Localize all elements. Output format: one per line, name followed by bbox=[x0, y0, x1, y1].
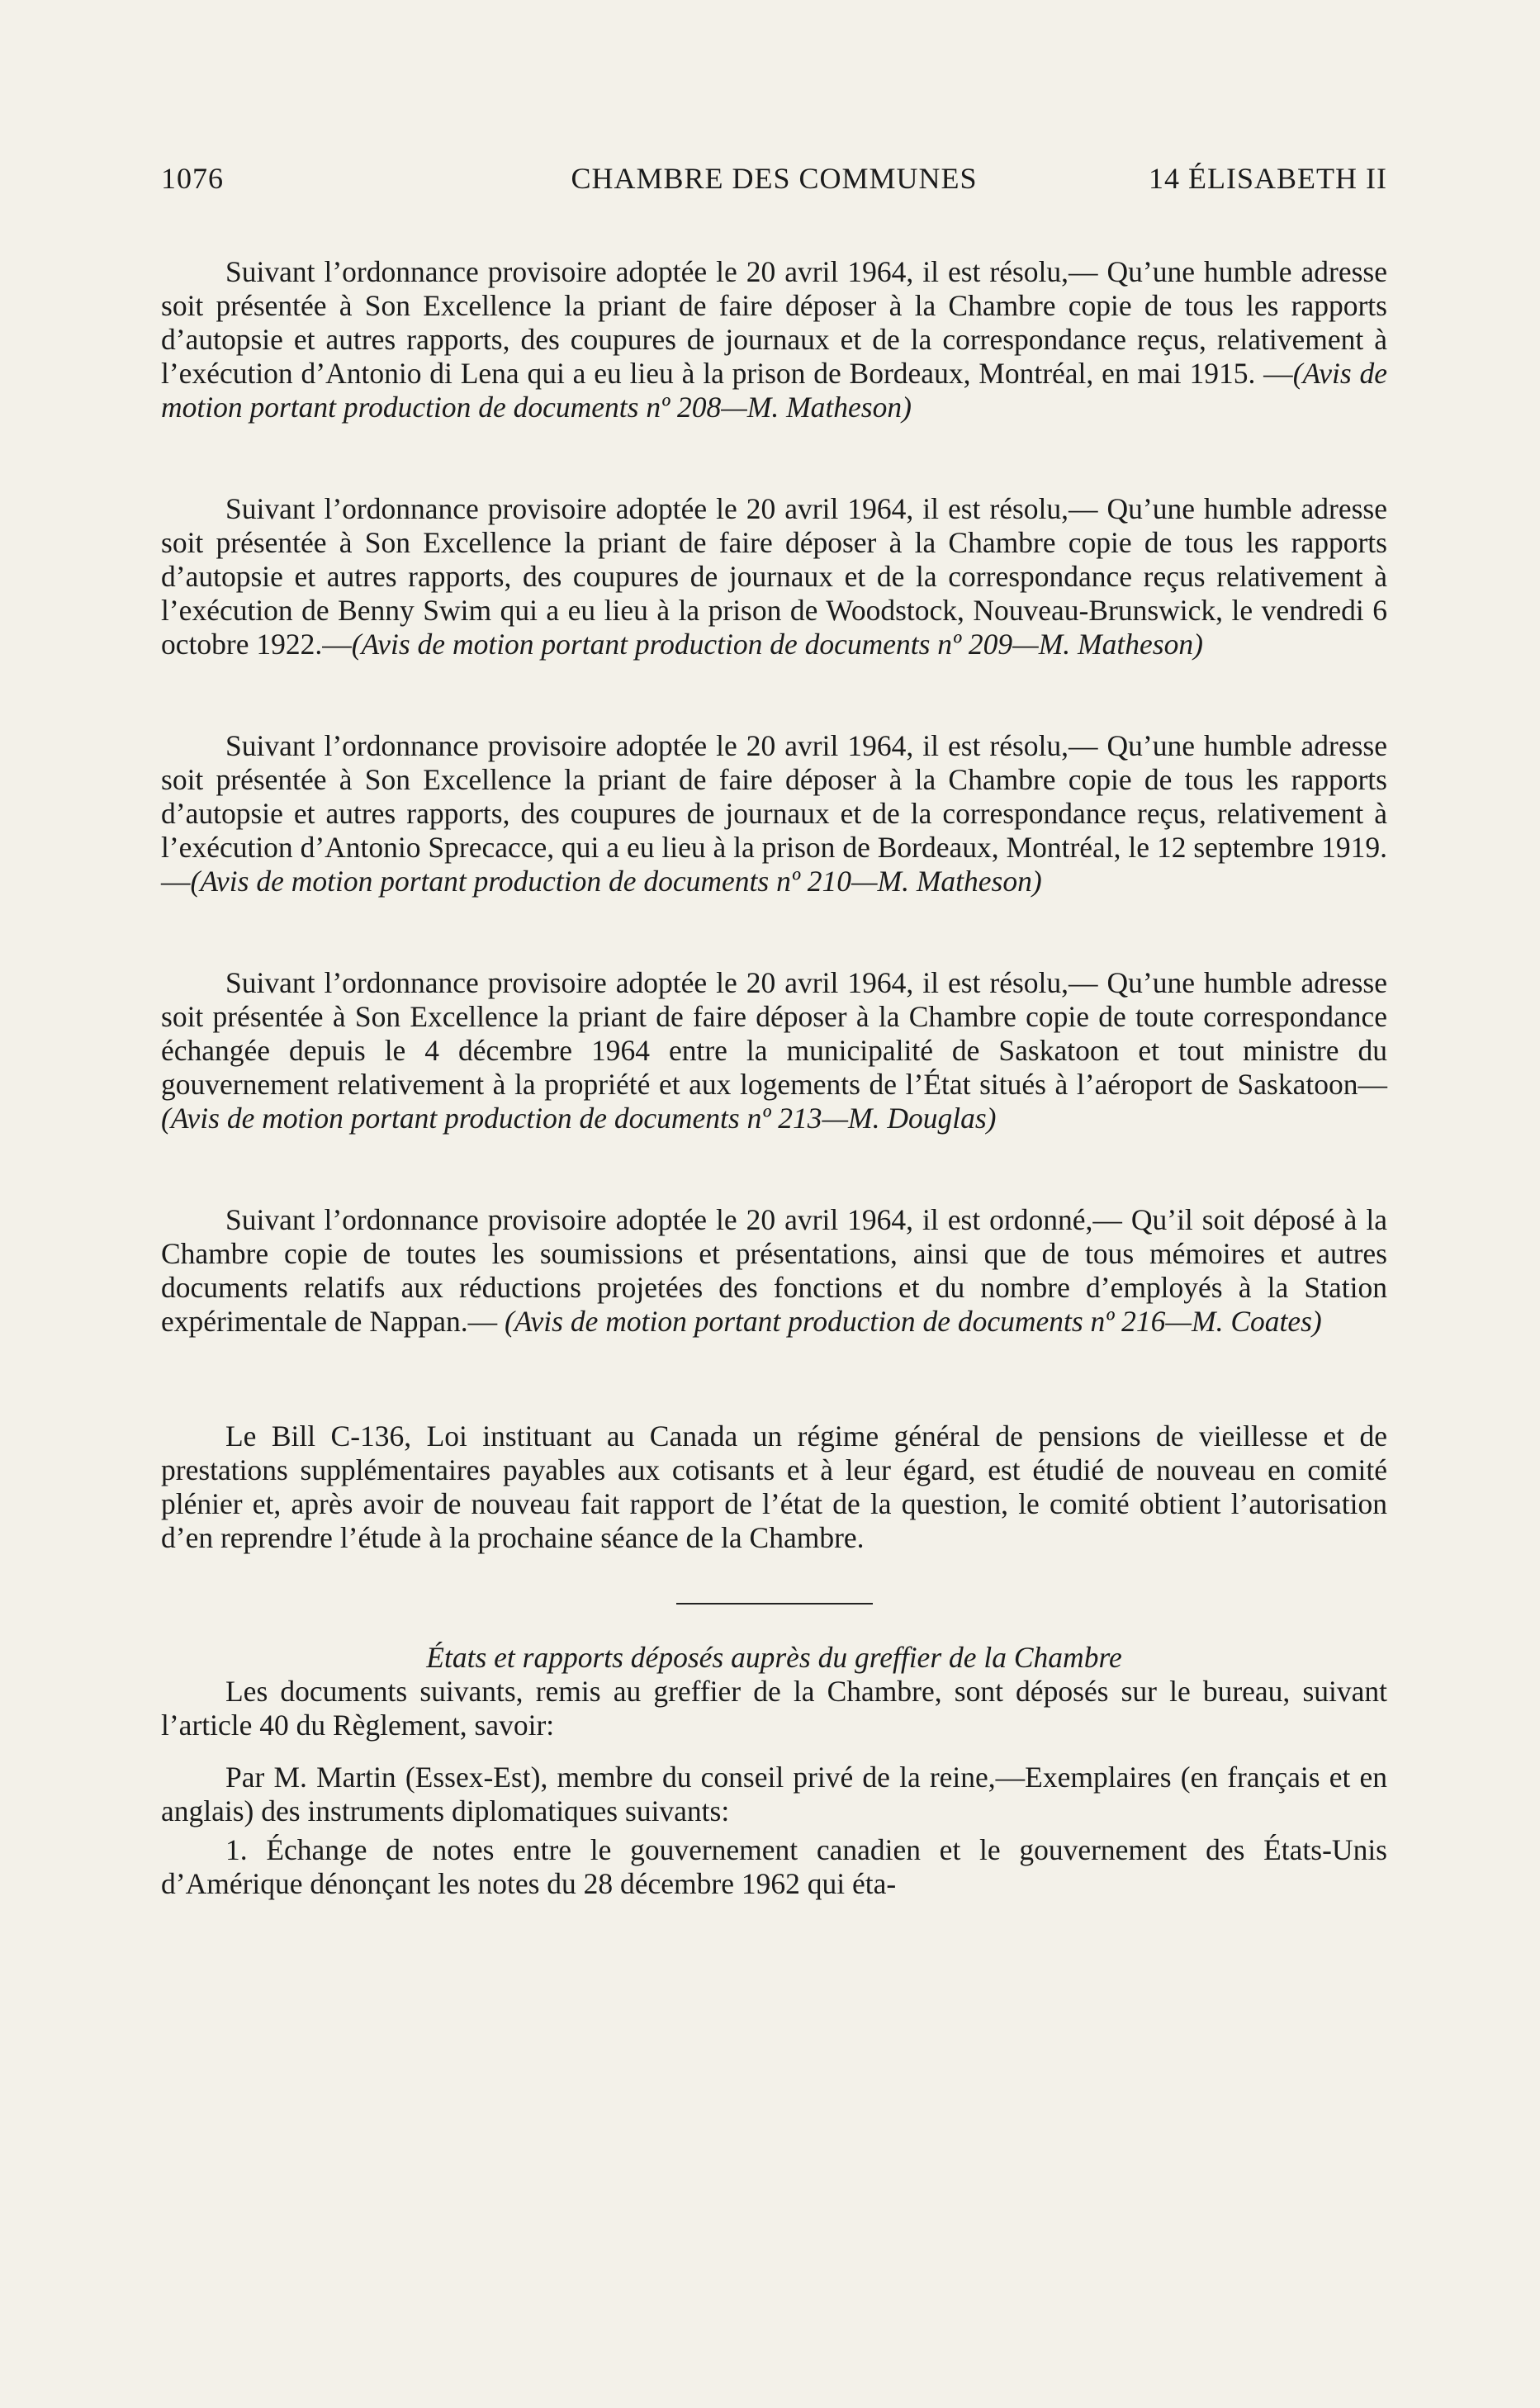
section-intro: Les documents suivants, remis au greffier de la Chambre, sont déposés sur le bureau, suivant l’article 40 du Règlement, savoir: bbox=[161, 1675, 1387, 1742]
journal-title: CHAMBRE DES COMMUNES bbox=[571, 162, 978, 195]
motion-citation: (Avis de motion portant production de documents nº 216—M. Coates) bbox=[504, 1305, 1322, 1338]
motion-210 bbox=[161, 729, 1387, 898]
section-heading: États et rapports déposés auprès du greffier de la Chambre bbox=[426, 1641, 1122, 1674]
motion-text: Suivant l’ordonnance provisoire adoptée le 20 avril 1964, il est résolu,— Qu’une humble adresse soit présentée à Son Excellence la priant de faire déposer à la Chambre copie de toute correspondance échangée depuis le 4 décembre 1964 entre la municipalité de Saskatoon et tout ministre du gouvernement relativement à la propriété et aux logements de l’État situés à l’aéroport de Saskatoon— bbox=[161, 966, 1387, 1101]
motion-text: Suivant l’ordonnance provisoire adoptée le 20 avril 1964, il est résolu,— Qu’une humble adresse soit présentée à Son Excellence la priant de faire déposer à la Chambre copie de tous les rapports d’autopsie et autres rapports, des coupures de journaux et de la correspondance reçus, relativement à l’exécution d’Antonio di Lena qui a eu lieu à la prison de Bordeaux, Montréal, en mai 1915. — bbox=[161, 255, 1387, 390]
page-number: 1076 bbox=[161, 162, 224, 195]
motion-text: Suivant l’ordonnance provisoire adoptée le 20 avril 1964, il est résolu,— Qu’une humble adresse soit présentée à Son Excellence la priant de faire déposer à la Chambre copie de tous les rapports d’autopsie et autres rapports, des coupures de journaux et de la correspondance reçus relativement à l’exécution de Benny Swim qui a eu lieu à la prison de Woodstock, Nouveau-Brunswick, le vendredi 6 octobre 1922.— bbox=[161, 492, 1387, 661]
motion-213 bbox=[161, 966, 1387, 1135]
bill-c136-paragraph: Le Bill C-136, Loi instituant au Canada un régime général de pensions de vieillesse et de prestations supplémentaires payables aux cotisants et à leur égard, est étudié de nouveau en comité plénier et, après avoir de nouveau fait rapport de l’état de la question, le comité obtient l’autorisation d’en reprendre l’étude à la prochaine séance de la Chambre. bbox=[161, 1420, 1387, 1554]
list-item: 1. Échange de notes entre le gouvernement canadien et le gouvernement des États-Unis d’Amérique dénonçant les notes du 28 décembre 1962 qui éta- bbox=[161, 1833, 1387, 1900]
running-header bbox=[161, 161, 1387, 204]
motion-text: Suivant l’ordonnance provisoire adoptée le 20 avril 1964, il est résolu,— Qu’une humble adresse soit présentée à Son Excellence la priant de faire déposer à la Chambre copie de tous les rapports d’autopsie et autres rapports, des coupures de journaux et de la correspondance reçus, relativement à l’exécution d’Antonio Sprecacce, qui a eu lieu à la prison de Bordeaux, Montréal, le 12 septembre 1919.— bbox=[161, 729, 1387, 898]
motion-citation: (Avis de motion portant production de documents nº 208—M. Matheson) bbox=[161, 357, 1388, 424]
journal-page bbox=[161, 161, 1387, 1901]
motion-citation: (Avis de motion portant production de documents nº 213—M. Douglas) bbox=[161, 1102, 997, 1135]
motion-text: Suivant l’ordonnance provisoire adoptée le 20 avril 1964, il est ordonné,— Qu’il soit déposé à la Chambre copie de toutes les soumissions et présentations, ainsi que de tous mémoires et autres documents relatifs aux réductions projetées des fonctions et du nombre d’employés à la Station expérimentale de Nappan.— bbox=[161, 1203, 1387, 1338]
section-divider bbox=[676, 1603, 873, 1605]
motion-citation: (Avis de motion portant production de documents nº 210—M. Matheson) bbox=[190, 865, 1042, 898]
motion-216 bbox=[161, 1203, 1387, 1339]
tabled-by-paragraph: Par M. Martin (Essex-Est), membre du conseil privé de la reine,—Exemplaires (en français et en anglais) des instruments diplomatiques suivants: bbox=[161, 1761, 1387, 1827]
page-body bbox=[161, 255, 1387, 1901]
motion-citation: (Avis de motion portant production de documents nº 209—M. Matheson) bbox=[351, 628, 1203, 661]
motion-208 bbox=[161, 255, 1387, 424]
regnal-year: 14 ÉLISABETH II bbox=[1149, 162, 1387, 195]
motion-209 bbox=[161, 492, 1387, 661]
